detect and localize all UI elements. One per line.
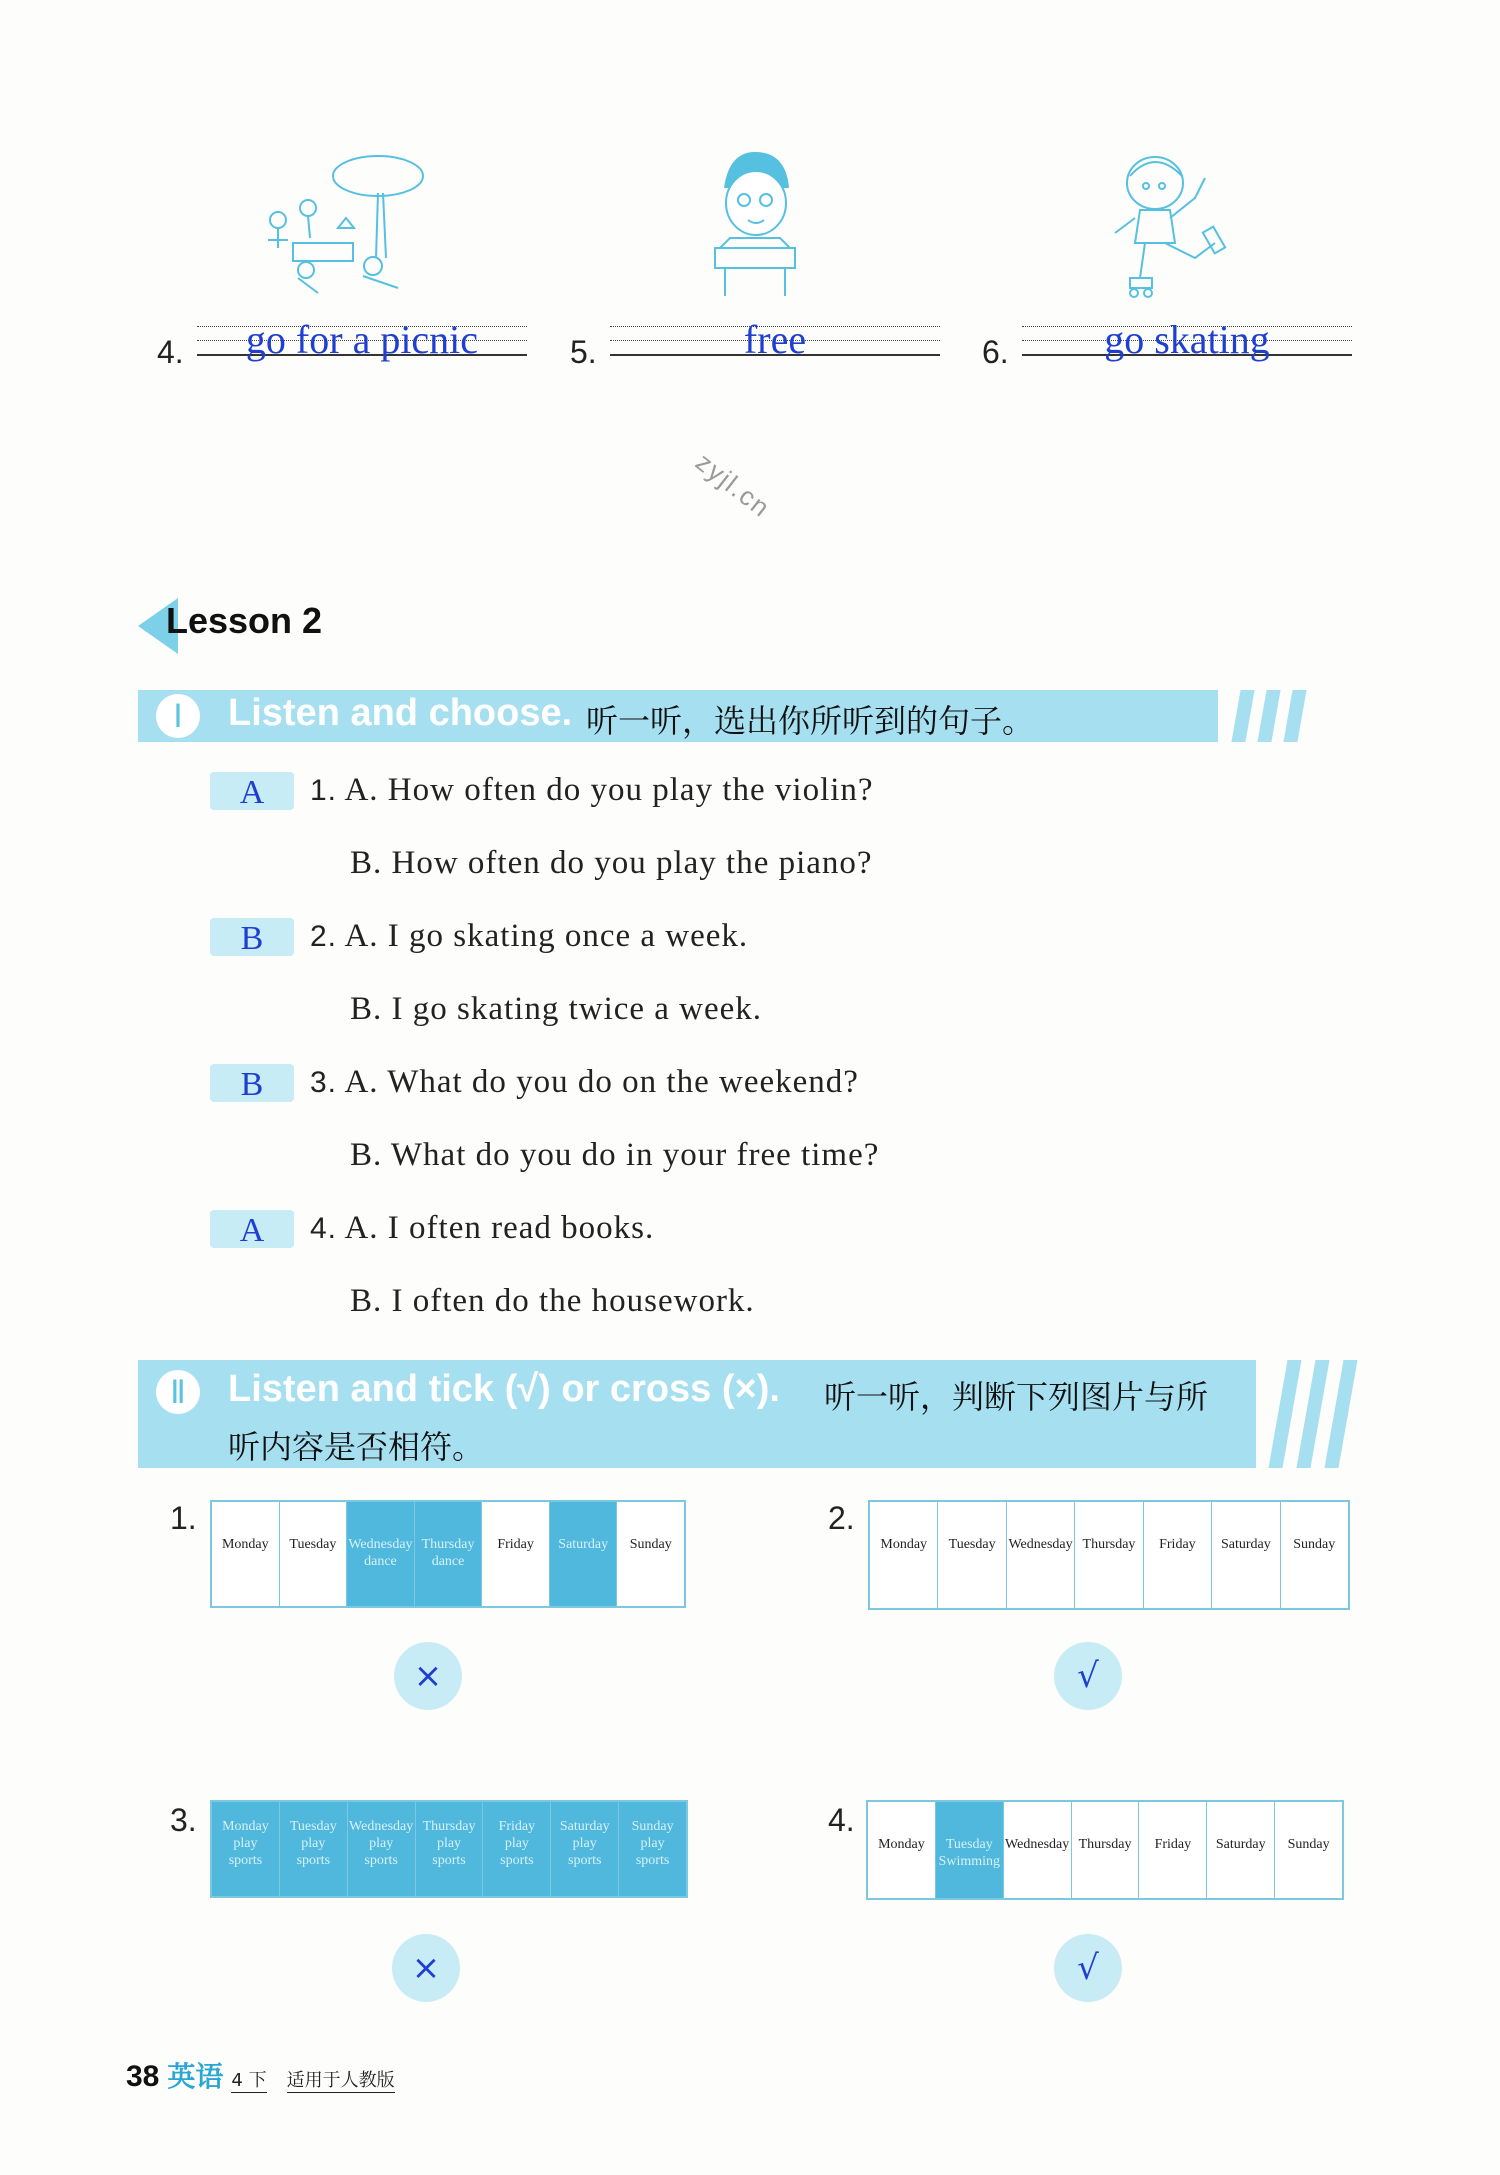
skating-kid-illustration-icon: [1100, 148, 1240, 303]
table-1-day-cell: Saturday: [550, 1502, 618, 1606]
answer-4: A: [239, 1212, 265, 1249]
edition-label: 适用于人教版: [287, 2066, 395, 2093]
table-1-day-cell: Sunday: [629, 1537, 672, 1552]
section-2-title-en: Listen and tick (√) or cross (×).: [228, 1368, 780, 1410]
question-4-option-a: A. I often read books.: [344, 1210, 655, 1246]
question-4-option-b: B. I often do the housework.: [350, 1283, 755, 1319]
table-4-day-cell: Saturday: [1207, 1802, 1275, 1898]
schedule-table-1: [210, 1500, 686, 1608]
answer-6-text: go skating: [1104, 317, 1270, 362]
section-1-stripe: [1257, 690, 1280, 742]
table-3-day-cell: Wednesday play sports: [348, 1802, 416, 1896]
schedule-table-3: [210, 1800, 688, 1898]
section-1-stripe: [1283, 690, 1306, 742]
section-2-stripe: [1296, 1360, 1329, 1468]
picture-4-number: 4.: [157, 334, 184, 370]
question-1-number: 1.: [310, 774, 338, 807]
lesson-title: Lesson 2: [166, 600, 323, 641]
schedule-table-2: [868, 1500, 1350, 1610]
table-1-day-cell: Thursday dance: [415, 1502, 483, 1606]
section-1-stripe: [1231, 690, 1254, 742]
table-1-number: 1.: [170, 1500, 197, 1536]
mark-4[interactable]: √: [1054, 1934, 1122, 2002]
table-1-day-cell: Wednesday dance: [347, 1502, 415, 1606]
table-2-day-cell: Monday: [870, 1502, 938, 1608]
page-number: 38: [126, 2060, 160, 2093]
answer-5-text: free: [743, 317, 807, 362]
question-2-option-a: A. I go skating once a week.: [344, 918, 749, 954]
answer-box-4[interactable]: [210, 1210, 294, 1248]
picture-5-number: 5.: [570, 334, 597, 370]
picnic-illustration-icon: [258, 148, 428, 298]
table-2-day-cell: Wednesday: [1007, 1502, 1075, 1608]
mark-2[interactable]: √: [1054, 1642, 1122, 1710]
section-1-title-zh: 听一听，选出你所听到的句子。: [586, 702, 1035, 740]
table-3-number: 3.: [170, 1802, 197, 1838]
question-2-option-b: B. I go skating twice a week.: [350, 991, 763, 1027]
table-3-day-cell: Monday play sports: [212, 1802, 280, 1896]
page-footer: [126, 2055, 395, 2095]
answer-2: B: [240, 920, 264, 957]
schedule-table-4: [866, 1800, 1344, 1900]
subject-label: 英语: [167, 2060, 224, 2093]
table-1-day-cell: Monday: [212, 1502, 280, 1606]
question-2-number: 2.: [310, 920, 338, 953]
section-2-stripe: [1324, 1360, 1357, 1468]
answer-3: B: [240, 1066, 264, 1103]
section-2-header: [138, 1360, 1256, 1468]
table-2-day-cell: Sunday: [1293, 1537, 1336, 1552]
table-2-number: 2.: [828, 1500, 855, 1536]
section-2-roman: Ⅱ: [156, 1370, 200, 1414]
table-4-day-cell: Wednesday: [1004, 1802, 1072, 1898]
grade-label: 4 下: [231, 2066, 266, 2093]
answer-line-6[interactable]: [1022, 317, 1352, 368]
question-3-number: 3.: [310, 1066, 338, 1099]
answer-line-5[interactable]: [610, 317, 940, 368]
table-4-day-cell: Friday: [1139, 1802, 1207, 1898]
mark-3[interactable]: ×: [392, 1934, 460, 2002]
table-3-day-cell: Friday play sports: [483, 1802, 551, 1896]
question-1-option-a: A. How often do you play the violin?: [344, 772, 874, 808]
table-3-day-cell: Tuesday play sports: [280, 1802, 348, 1896]
table-2-day-cell: Thursday: [1075, 1502, 1143, 1608]
table-4-day-cell: Sunday: [1287, 1837, 1330, 1852]
table-2-day-cell: Saturday: [1212, 1502, 1280, 1608]
answer-line-4[interactable]: [197, 317, 527, 368]
boy-at-desk-illustration-icon: [700, 148, 810, 298]
table-3-day-cell: Sunday play sports: [619, 1802, 686, 1896]
table-1-day-cell: Friday: [482, 1502, 550, 1606]
answer-4-text: go for a picnic: [245, 317, 479, 362]
picture-6-number: 6.: [982, 334, 1009, 370]
table-4-day-cell: Monday: [868, 1802, 936, 1898]
table-3-day-cell: Saturday play sports: [551, 1802, 619, 1896]
table-4-number: 4.: [828, 1802, 855, 1838]
answer-box-2[interactable]: [210, 918, 294, 956]
section-2-stripe: [1268, 1360, 1301, 1468]
section-1-header: [138, 690, 1218, 742]
table-2-day-cell: Tuesday: [938, 1502, 1006, 1608]
mark-1[interactable]: ×: [394, 1642, 462, 1710]
table-4-day-cell: Tuesday Swimming: [936, 1802, 1004, 1898]
question-1-option-b: B. How often do you play the piano?: [350, 845, 873, 881]
answer-1: A: [239, 774, 265, 811]
section-1-title-en: Listen and choose.: [228, 692, 573, 734]
section-2-title-zh-line2: 听内容是否相符。: [228, 1428, 485, 1466]
watermark: zyjl.cn: [690, 446, 777, 524]
table-4-day-cell: Thursday: [1072, 1802, 1140, 1898]
answer-box-3[interactable]: [210, 1064, 294, 1102]
question-4-number: 4.: [310, 1212, 338, 1245]
question-3-option-b: B. What do you do in your free time?: [350, 1137, 880, 1173]
table-1-day-cell: Tuesday: [280, 1502, 348, 1606]
table-3-day-cell: Thursday play sports: [416, 1802, 484, 1896]
section-1-roman: Ⅰ: [156, 694, 200, 738]
question-3-option-a: A. What do you do on the weekend?: [344, 1064, 859, 1100]
answer-box-1[interactable]: [210, 772, 294, 810]
table-2-day-cell: Friday: [1144, 1502, 1212, 1608]
section-2-title-zh-line1: 听一听，判断下列图片与所: [824, 1378, 1209, 1416]
